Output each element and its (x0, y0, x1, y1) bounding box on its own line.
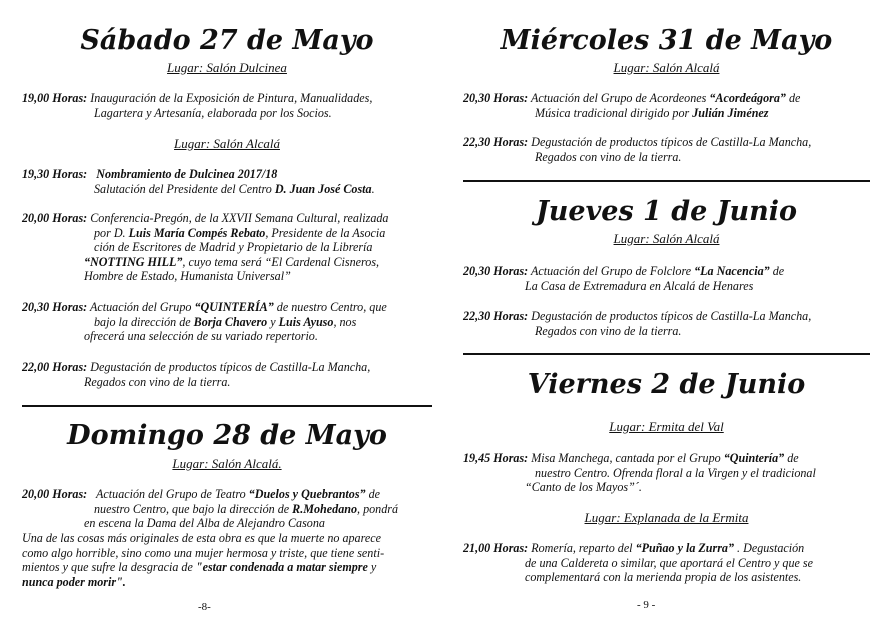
event-time: 22,30 Horas: (463, 309, 529, 323)
wednesday-event-2 (463, 135, 870, 164)
saturday-venue-2: Lugar: Salón Alcalá (174, 136, 280, 151)
friday-venue-2: Lugar: Explanada de la Ermita (584, 510, 749, 525)
event-text: nuestro Centro, que bajo la dirección de (94, 501, 293, 516)
event-time: 22,00 Horas: (22, 360, 88, 374)
event-text: “Canto de los Mayos”´. (525, 480, 642, 494)
event-text: Romería, reparto del (531, 541, 636, 555)
event-text: de nuestro Centro, que (273, 300, 387, 314)
event-text: Actuación del Grupo de Teatro (96, 487, 249, 501)
event-text: Regados con vino de la tierra. (535, 323, 682, 338)
event-time: 19,30 Horas: (22, 167, 88, 181)
event-text: ofrecerá una selección de su variado repertorio. (84, 329, 318, 343)
event-text: , cuyo tema será “El Cardenal Cisneros, (182, 254, 380, 269)
person-name: Luis María Compés Rebato (128, 225, 266, 240)
event-text: Misa Manchega, cantada por el Grupo (531, 451, 724, 465)
event-text: Regados con vino de la tierra. (535, 149, 682, 164)
event-text: por D. (94, 225, 129, 240)
event-text: Lagartera y Artesanía, elaborada por los Socios. (94, 105, 332, 120)
bookstore-name: “NOTTING HILL” (84, 254, 183, 269)
event-text: nuestro Centro. Ofrenda floral a la Virgen y el tradicional (535, 465, 816, 480)
thursday-event-1 (463, 264, 870, 293)
saturday-event-2 (22, 167, 432, 196)
wednesday-event-1 (463, 91, 870, 120)
group-name: “La Nacencia” (694, 264, 770, 278)
event-text: Música tradicional dirigido por (535, 105, 693, 120)
description-line: Una de las cosas más originales de esta obra es que la muerte no aparece (22, 531, 381, 545)
event-text: , pondrá (357, 501, 399, 516)
saturday-event-1 (22, 91, 432, 120)
person-name: Borja Chavero (193, 314, 268, 329)
description-line: como algo horrible, sino como una mujer hermosa y triste, que tiene senti- (22, 545, 385, 560)
person-name: R.Mohedano (292, 501, 358, 516)
event-text: ción de Escritores de Madrid y Propietario de la Librería (94, 240, 373, 254)
event-text: Inauguración de la Exposición de Pintura, Manualidades, (90, 91, 373, 105)
event-text: de una Caldereta o similar, que aportará el Centro y que se (525, 555, 813, 570)
event-time: 20,00 Horas: (22, 211, 88, 225)
left-page (22, 0, 432, 619)
event-time: 21,00 Horas: (463, 541, 529, 555)
event-text: . (371, 181, 375, 196)
event-text: La Casa de Extremadura en Alcalá de Henares (525, 278, 754, 293)
event-text: Nombramiento de Dulcinea 2017/18 (96, 167, 278, 181)
description-line: mientos y que sufre la desgracia de (22, 560, 196, 574)
group-name: “Duelos y Quebrantos” (248, 487, 366, 501)
event-time: 20,30 Horas: (22, 300, 88, 314)
person-name: Julián Jiménez (692, 105, 769, 120)
sunday-heading: Domingo 28 de Mayo (67, 420, 387, 451)
event-text: complementará con la merienda propia de los asistentes. (525, 570, 802, 584)
event-text: de (365, 487, 381, 501)
saturday-heading: Sábado 27 de Mayo (80, 25, 374, 56)
thursday-event-2 (463, 309, 870, 338)
event-text: y (267, 314, 279, 329)
right-page (463, 0, 870, 619)
event-text: Salutación del Presidente del Centro (94, 181, 275, 196)
thursday-heading: Jueves 1 de Junio (536, 196, 797, 227)
event-text: Degustación de productos típicos de Castilla-La Mancha, (531, 309, 812, 323)
page-number: - 9 - (637, 599, 656, 611)
quote: nunca poder morir". (22, 574, 126, 589)
saturday-event-4 (22, 300, 432, 344)
friday-heading: Viernes 2 de Junio (527, 369, 806, 400)
thursday-venue: Lugar: Salón Alcalá (613, 231, 720, 246)
play-description (22, 531, 432, 589)
event-text: Actuación del Grupo (90, 300, 195, 314)
saturday-venue-1: Lugar: Salón Dulcinea (167, 60, 287, 75)
section-divider (463, 180, 870, 182)
event-text: bajo la dirección de (94, 314, 194, 329)
quote: "estar condenada a matar siempre (195, 560, 368, 574)
page-number: -8- (198, 601, 211, 613)
friday-venue-1: Lugar: Ermita del Val (609, 419, 724, 434)
event-text: Regados con vino de la tierra. (84, 374, 231, 389)
event-text: Actuación del Grupo de Folclore (531, 264, 695, 278)
event-text: Hombre de Estado, Humanista Universal” (84, 269, 291, 283)
person-name: Luis Ayuso (278, 314, 334, 329)
event-text: de (785, 91, 801, 105)
event-time: 20,00 Horas: (22, 487, 88, 501)
event-time: 20,30 Horas: (463, 91, 529, 105)
event-text: de (784, 451, 799, 465)
event-text: , Presidente de la Asocia (265, 225, 386, 240)
group-name: “QUINTERÍA” (194, 300, 274, 314)
event-text: , nos (333, 314, 357, 329)
section-divider (22, 405, 432, 407)
description-line: y (367, 560, 377, 574)
saturday-event-3 (22, 211, 432, 284)
event-text: Degustación de productos típicos de Castilla-La Mancha, (531, 135, 812, 149)
event-text: en escena la Dama del Alba de Alejandro Casona (84, 516, 325, 530)
event-text: Degustación de productos típicos de Castilla-La Mancha, (90, 360, 371, 374)
event-text: . Degustación (734, 541, 805, 555)
saturday-event-5 (22, 360, 432, 389)
friday-event-1 (463, 451, 870, 495)
sunday-event-1 (22, 487, 432, 531)
event-name: “Puñao y la Zurra” (635, 541, 735, 555)
group-name: “Quintería” (723, 451, 785, 465)
sunday-venue: Lugar: Salón Alcalá. (172, 456, 282, 471)
event-time: 20,30 Horas: (463, 264, 529, 278)
group-name: “Acordeágora” (709, 91, 786, 105)
person-name: D. Juan José Costa (274, 181, 372, 196)
event-text: de (769, 264, 785, 278)
wednesday-heading: Miércoles 31 de Mayo (500, 25, 833, 56)
event-time: 22,30 Horas: (463, 135, 529, 149)
section-divider (463, 353, 870, 355)
wednesday-venue: Lugar: Salón Alcalá (613, 60, 720, 75)
event-text: Actuación del Grupo de Acordeones (531, 91, 710, 105)
friday-event-2 (463, 541, 870, 585)
event-time: 19,45 Horas: (463, 451, 529, 465)
event-text: Conferencia-Pregón, de la XXVII Semana Cultural, realizada (90, 211, 389, 225)
event-time: 19,00 Horas: (22, 91, 88, 105)
